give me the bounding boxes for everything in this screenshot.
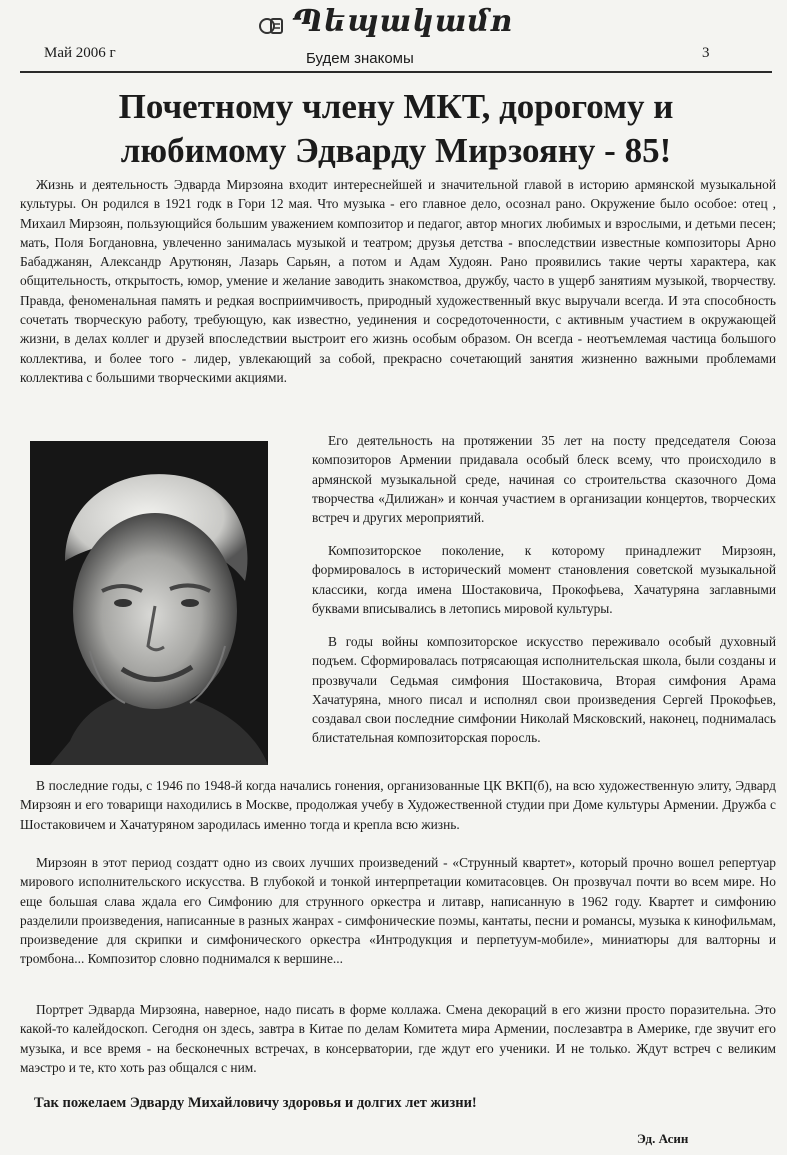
header-divider bbox=[20, 71, 772, 73]
article-paragraph: В последние годы, с 1946 по 1948-й когда начались гонения, организованные ЦК ВКП(б), на всю художественную элиту, Эдвард Мирзоян и его товарищи находились в Москве, продолжая учебу в Художественной студии при Доме культуры Армении. Дружба с Шостаковичем и Хачатуряном зародилась именно тогда и крепла всю жизнь. bbox=[20, 778, 776, 832]
article-paragraph: Мирзоян в этот период создатт одно из своих лучших произведений - «Струнный квартет», который прочно вошел репертуар мирового исполнительского искусства. В глубокой и тонкой интерпретации комитасовцев. Он прозвучал почти во всем мире. Но еще большая слава ждала его Симфонию для струнного оркестра и литавр, написанную в 1962 году. Квартет и симфонию разделили произведения, написанные в разных жанрах - симфонические поэмы, кантаты, песни и романсы, музыка к кинофильмам, произведение для скрипки и симфонического оркестра «Интродукция и перпетуум-мобиле», миниатюры для валторны и тромбона... Композитор словно поднимался к вершине... bbox=[20, 855, 776, 967]
masthead bbox=[0, 0, 787, 70]
article-paragraph: В годы войны композиторское искусство переживало особый духовный подъем. Сформировалась потрясающая исполнительская школа, были созданы и прозвучали Седьмая симфония Шостаковича, Вторая симфония Арама Хачатуряна, много писал и исполнял свои произведения Сергей Прокофьев, создавал свои последние симфонии Николай Мясковский, наконец, поднималась блистательная композиторская поросль. bbox=[312, 634, 776, 746]
issue-date: Май 2006 г bbox=[44, 45, 116, 61]
headline-line-1: Почетному члену МКТ, дорогому и bbox=[118, 87, 674, 126]
portrait-photo-icon bbox=[30, 441, 268, 765]
article-paragraph: Жизнь и деятельность Эдварда Мирзояна входит интереснейшей и значительной главой в историю армянской музыкальной культуры. Он родился в 1921 годк в Гори 12 мая. Что музыка - его главное дело, осознал рано. Окружение было особое: отец , Михаил Мирзоян, пользующийся большим уважением композитор и педагог, автор многих любимых и взрослыми, и детьми песен; мать, Поля Богдановна, увлеченно занималась музыкой и театром; друзья детства - впоследствии известные композиторы Арно Бабаджанян, Александр Арутюнян, Лазарь Сарьян, а потом и Адам Худоян. Рано проявились такие черты характера, как общительность, открытость, юмор, умение и желание заводить знакомствоа, дружбу, часто в ущерб занятиям музыкой, творчеству. Правда, феноменальная память и редкая восприимчивость, природный художественный вкус выручали всегда. И эта способность сочетать творческую работу, требующую, как известно, уединения и сосредоточенности, с активным участием в окружающей жизни, в делах коллег и друзей впоследствии выстроит его жизнь особым образом. Он всегда - неотъемлемая частица большого коллектива, и более того - лидер, увлекающий за собой, прекрасно сочетающий занятия жизненно важными проблемами коллектива с большими творческими акциями. bbox=[20, 177, 776, 385]
closing-wish: Так пожелаем Эдварду Михайловичу здоровья и долгих лет жизни! bbox=[34, 1095, 477, 1111]
section-title: Будем знакомы bbox=[306, 50, 414, 67]
logo-icon bbox=[258, 14, 284, 38]
headline-line-2: любимому Эдварду Мирзояну - 85! bbox=[120, 131, 672, 170]
page-number: 3 bbox=[702, 45, 710, 61]
portrait-photo bbox=[30, 441, 268, 765]
newspaper-logo: Պեպակամո bbox=[292, 4, 514, 39]
article-headline bbox=[20, 85, 772, 173]
author-signature: Эд. Асин bbox=[637, 1131, 689, 1146]
article-paragraph: Композиторское поколение, к которому принадлежит Мирзоян, формировалось в исторический момент становления советской музыкальной классики, когда имена Шостаковича, Прокофьева, Хачатуряна заглавными буквами вписывались в летопись мировой культуры. bbox=[312, 543, 776, 616]
article-paragraph: Портрет Эдварда Мирзояна, наверное, надо писать в форме коллажа. Смена декораций в его жизни просто поразительна. Это какой-то калейдоскоп. Сегодня он здесь, завтра в Китае по делам Комитета мира Армении, послезавтра в Америке, где звучит его музыка, и все время - на бесконечных встречах, в консерватории, где ждут его ученики. И не только. Ждут встреч с великим маэстро и те, кто хоть раз общался с ним. bbox=[20, 1002, 776, 1075]
article-paragraph: Его деятельность на протяжении 35 лет на посту председателя Союза композиторов Армении придавала особый блеск всему, что происходило в армянской музыкальной среде, начиная со строительства сказочного Дома творчества «Дилижан» и кончая участием в организации концертов, творческих встреч и других мероприятий. bbox=[312, 433, 776, 526]
